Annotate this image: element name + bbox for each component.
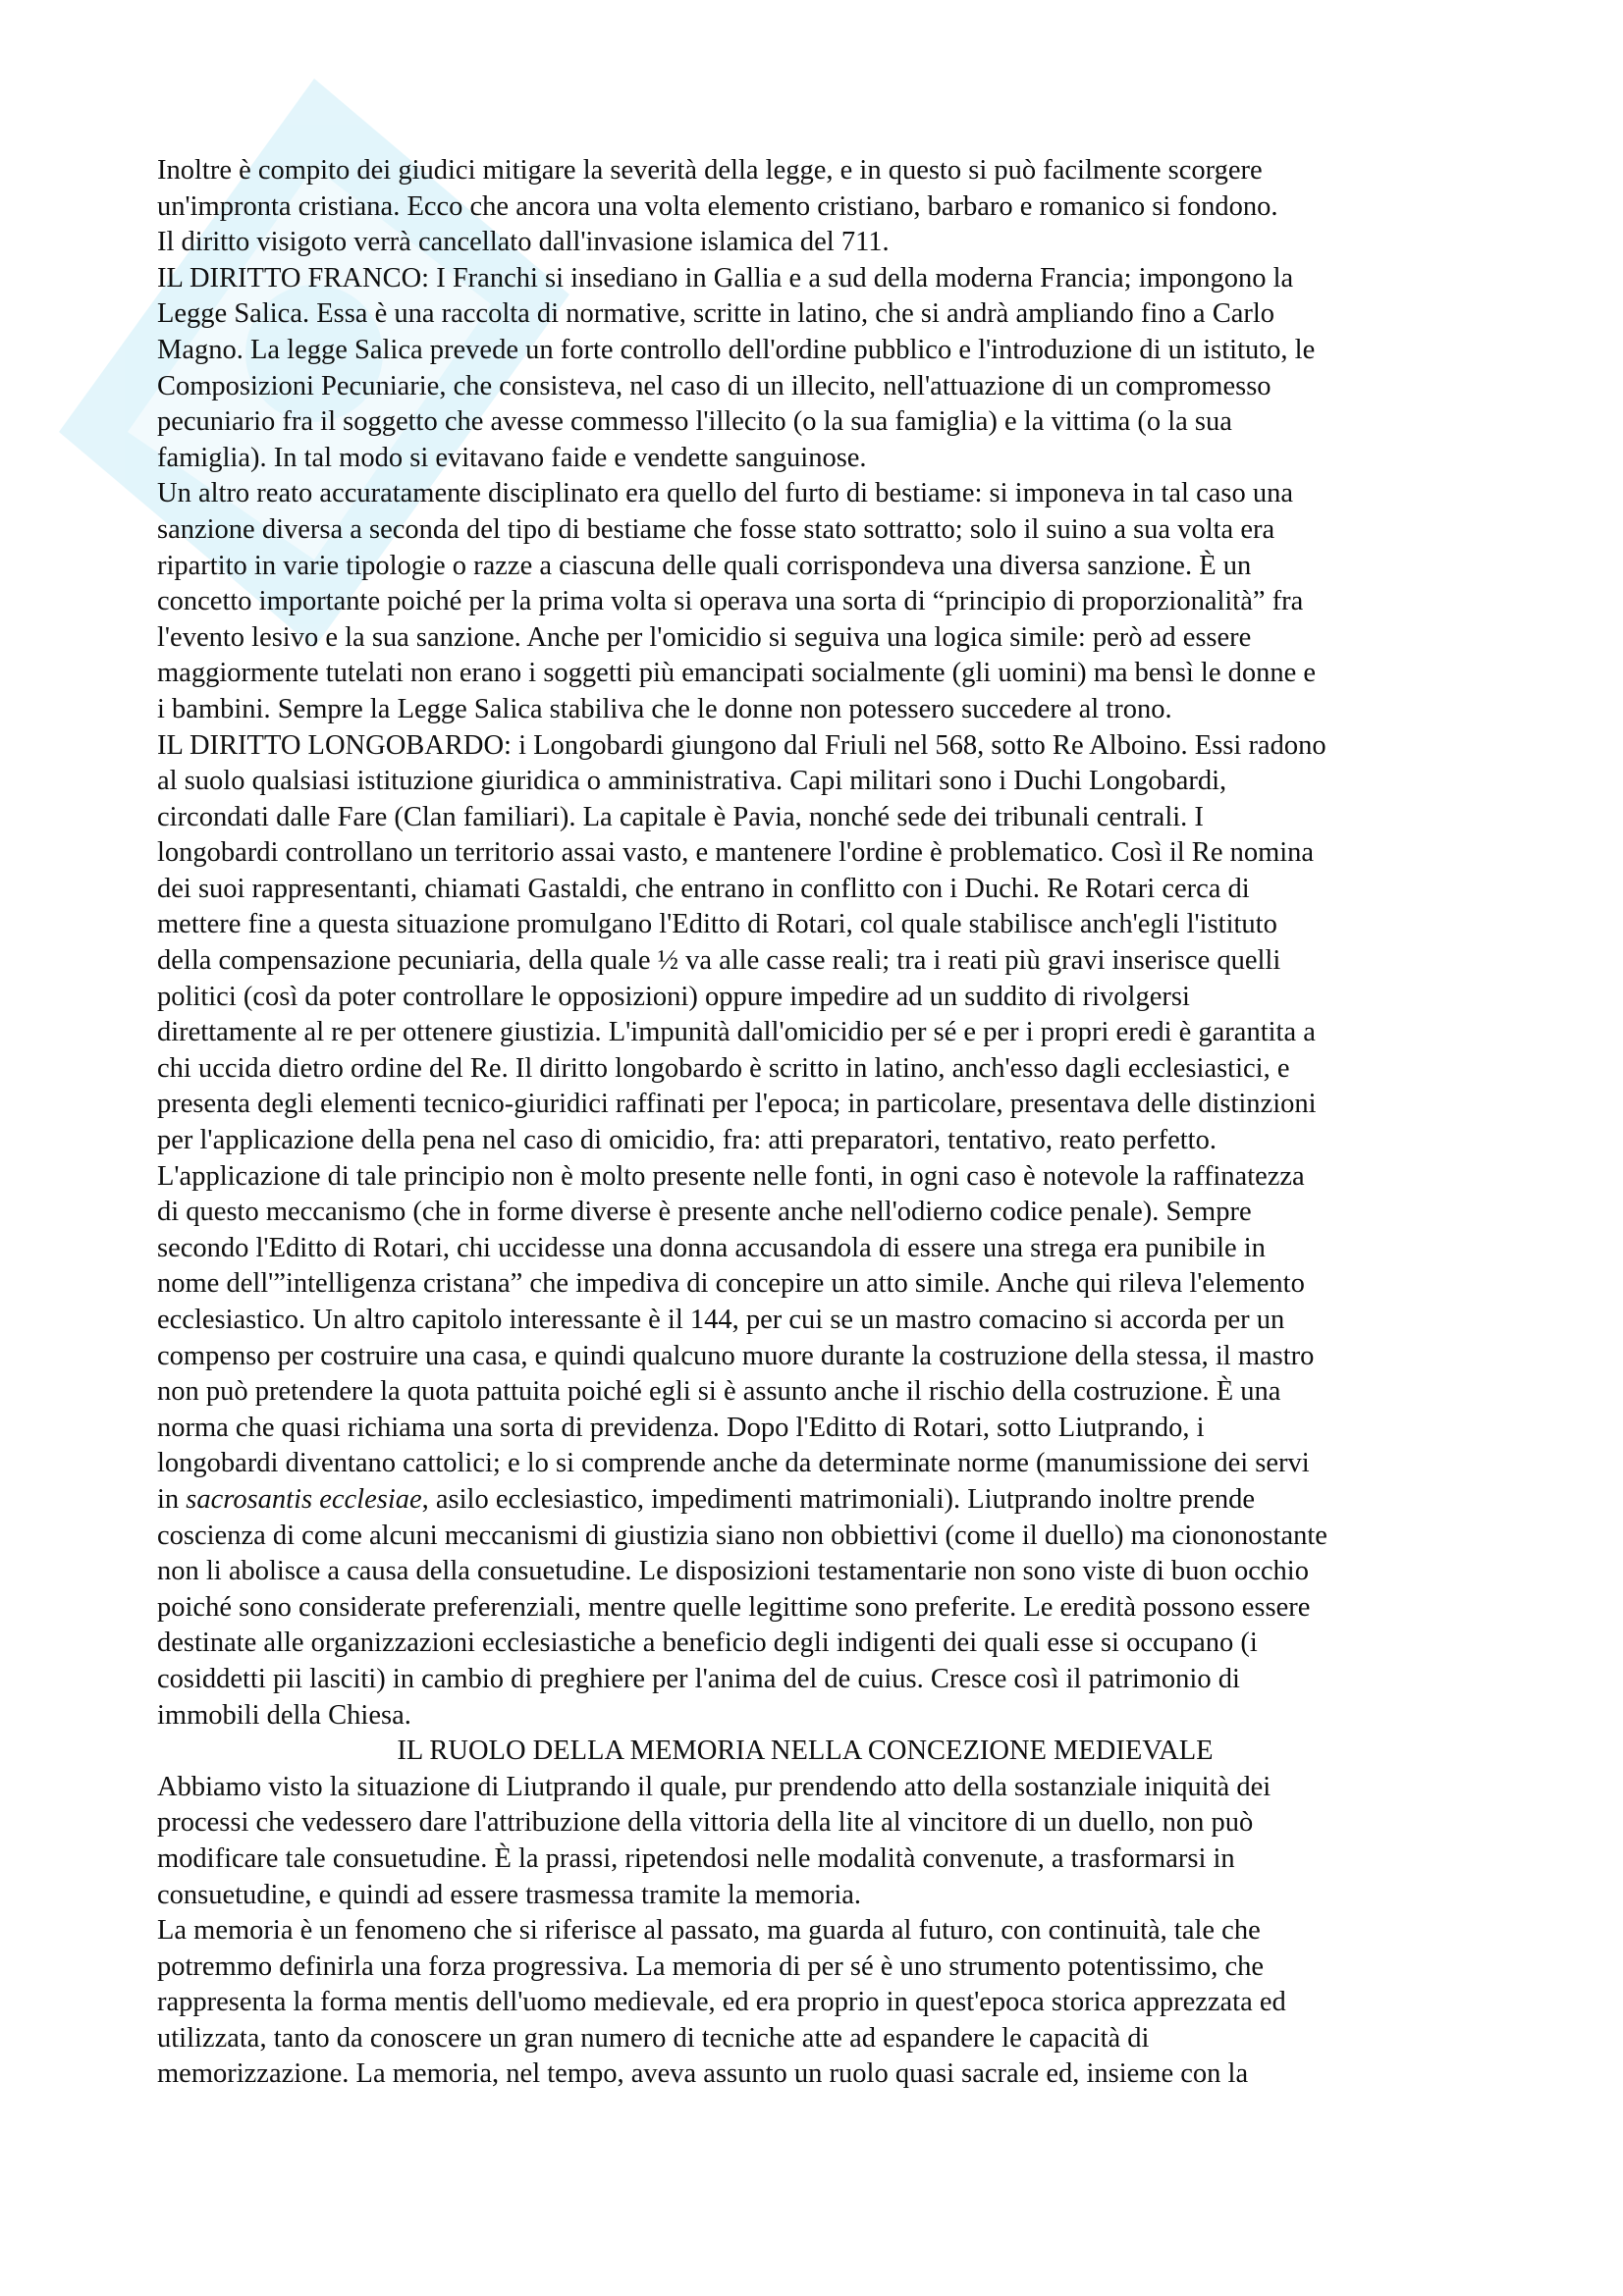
- document-body: [157, 153, 1492, 2093]
- section-heading-memoria: IL RUOLO DELLA MEMORIA NELLA CONCEZIONE MEDIEVALE: [397, 1735, 1214, 1767]
- paragraph-diritto-longobardo: [157, 728, 1492, 1735]
- paragraph-memoria-1: Abbiamo visto la situazione di Liutprando il quale, pur prendendo atto della sostanziale iniquità dei processi che vedessero dare l'attribuzione della vittoria della lite al vincitore di un duello, non può modificare tale consuetudine. È la prassi, ripetendosi nelle modalità convenute, a trasformarsi in consuetudine, e quindi ad essere trasmessa tramite la memoria.: [157, 1771, 1271, 1910]
- longobardo-text-part-2: , asilo ecclesiastico, impedimenti matrimoniali). Liutprando inoltre prende coscienza di come alcuni meccanismi di giustizia siano non obbiettivi (come il duello) ma ciononostante non li abolisce a causa della consuetudine. Le disposizioni testamentarie non sono viste di buon occhio poiché sono considerate preferenziali, mentre quelle legittime sono preferite. Le eredità possono essere destinate alle organizzazioni ecclesiastiche a beneficio degli indigenti dei quali esse si occupano (i cosiddetti pii lasciti) in cambio di preghiere per l'anima del de cuius. Cresce così il patrimonio di immobili della Chiesa.: [157, 1483, 1327, 1731]
- paragraph-furto-bestiame: Un altro reato accuratamente disciplinato era quello del furto di bestiame: si imponeva in tal caso una sanzione diversa a seconda del tipo di bestiame che fosse stato sottratto; solo il suino a sua volta era ripartito in varie tipologie o razze a ciascuna delle quali corrispondeva una diversa sanzione. È un concetto importante poiché per la prima volta si operava una sorta di “principio di proporzionalità” fra l'evento lesivo e la sua sanzione. Anche per l'omicidio si seguiva una logica simile: però ad essere maggiormente tutelati non erano i soggetti più emancipati socialmente (gli uomini) ma bensì le donne e i bambini. Sempre la Legge Salica stabiliva che le donne non potessero succedere al trono.: [157, 478, 1317, 724]
- paragraph-diritto-franco: IL DIRITTO FRANCO: I Franchi si insediano in Gallia e a sud della moderna Francia; impongono la Legge Salica. Essa è una raccolta di normative, scritte in latino, che si andrà ampliando fino a Carlo Magno. La legge Salica prevede un forte controllo dell'ordine pubblico e l'introduzione di un istituto, le Composizioni Pecuniarie, che consisteva, nel caso di un illecito, nell'attuazione di un compromesso pecuniario fra il soggetto che avesse commesso l'illecito (o la sua famiglia) e la vittima (o la sua famiglia). In tal modo si evitavano faide e vendette sanguinose.: [157, 262, 1316, 473]
- paragraph-intro: Inoltre è compito dei giudici mitigare la severità della legge, e in questo si può facilmente scorgere un'impronta cristiana. Ecco che ancora una volta elemento cristiano, barbaro e romanico si fondono. Il diritto visigoto verrà cancellato dall'invasione islamica del 711.: [157, 155, 1278, 258]
- paragraph-memoria-2: La memoria è un fenomeno che si riferisce al passato, ma guarda al futuro, con continuità, tale che potremmo definirla una forza progressiva. La memoria di per sé è uno strumento potentissimo, che rappresenta la forma mentis dell'uomo medievale, ed era proprio in quest'epoca storica apprezzata ed utilizzata, tanto da conoscere un gran numero di tecniche atte ad espandere le capacità di memorizzazione. La memoria, nel tempo, aveva assunto un ruolo quasi sacrale ed, insieme con la: [157, 1915, 1286, 2090]
- longobardo-text-part-1: IL DIRITTO LONGOBARDO: i Longobardi giungono dal Friuli nel 568, sotto Re Alboino. Essi radono al suolo qualsiasi istituzione giuridica o amministrativa. Capi militari sono i Duchi Longobardi, circondati dalle Fare (Clan familiari). La capitale è Pavia, nonché sede dei tribunali centrali. I longobardi controllano un territorio assai vasto, e mantenere l'ordine è problematico. Così il Re nomina dei suoi rappresentanti, chiamati Gastaldi, che entrano in conflitto con i Duchi. Re Rotari cerca di mettere fine a questa situazione promulgano l'Editto di Rotari, col quale stabilisce anch'egli l'istituto della compensazione pecuniaria, della quale ½ va alle casse reali; tra i reati più gravi inserisce quelli politici (così da poter controllare le opposizioni) oppure impedire ad un suddito di rivolgersi direttamente al re per ottenere giustizia. L'impunità dall'omicidio per sé e per i propri eredi è garantita a chi uccida dietro ordine del Re. Il diritto longobardo è scritto in latino, anch'esso dagli ecclesiastici, e presenta degli elementi tecnico-giuridici raffinati per l'epoca; in particolare, presentava delle distinzioni per l'applicazione della pena nel caso di omicidio, fra: atti preparatori, tentativo, reato perfetto. L'applicazione di tale principio non è molto presente nelle fonti, in ogni caso è notevole la raffinatezza di questo meccanismo (che in forme diverse è presente anche nell'odierno codice penale). Sempre secondo l'Editto di Rotari, chi uccidesse una donna accusandola di essere una strega era punibile in nome dell'”intelligenza cristana” che impediva di concepire un atto simile. Anche qui rileva l'elemento ecclesiastico. Un altro capitolo interessante è il 144, per cui se un mastro comacino si accorda per un compenso per costruire una casa, e quindi qualcuno muore durante la costruzione della stessa, il mastro non può pretendere la quota pattuita poiché egli si è assunto anche il rischio della costruzione. È una norma che quasi richiama una sorta di previdenza. Dopo l'Editto di Rotari, sotto Liutprando, i longobardi diventano cattolici; e lo si comprende anche da determinate norme (manumissione dei servi in: [157, 729, 1326, 1515]
- longobardo-italic-phrase: sacrosantis ecclesiae: [186, 1483, 422, 1515]
